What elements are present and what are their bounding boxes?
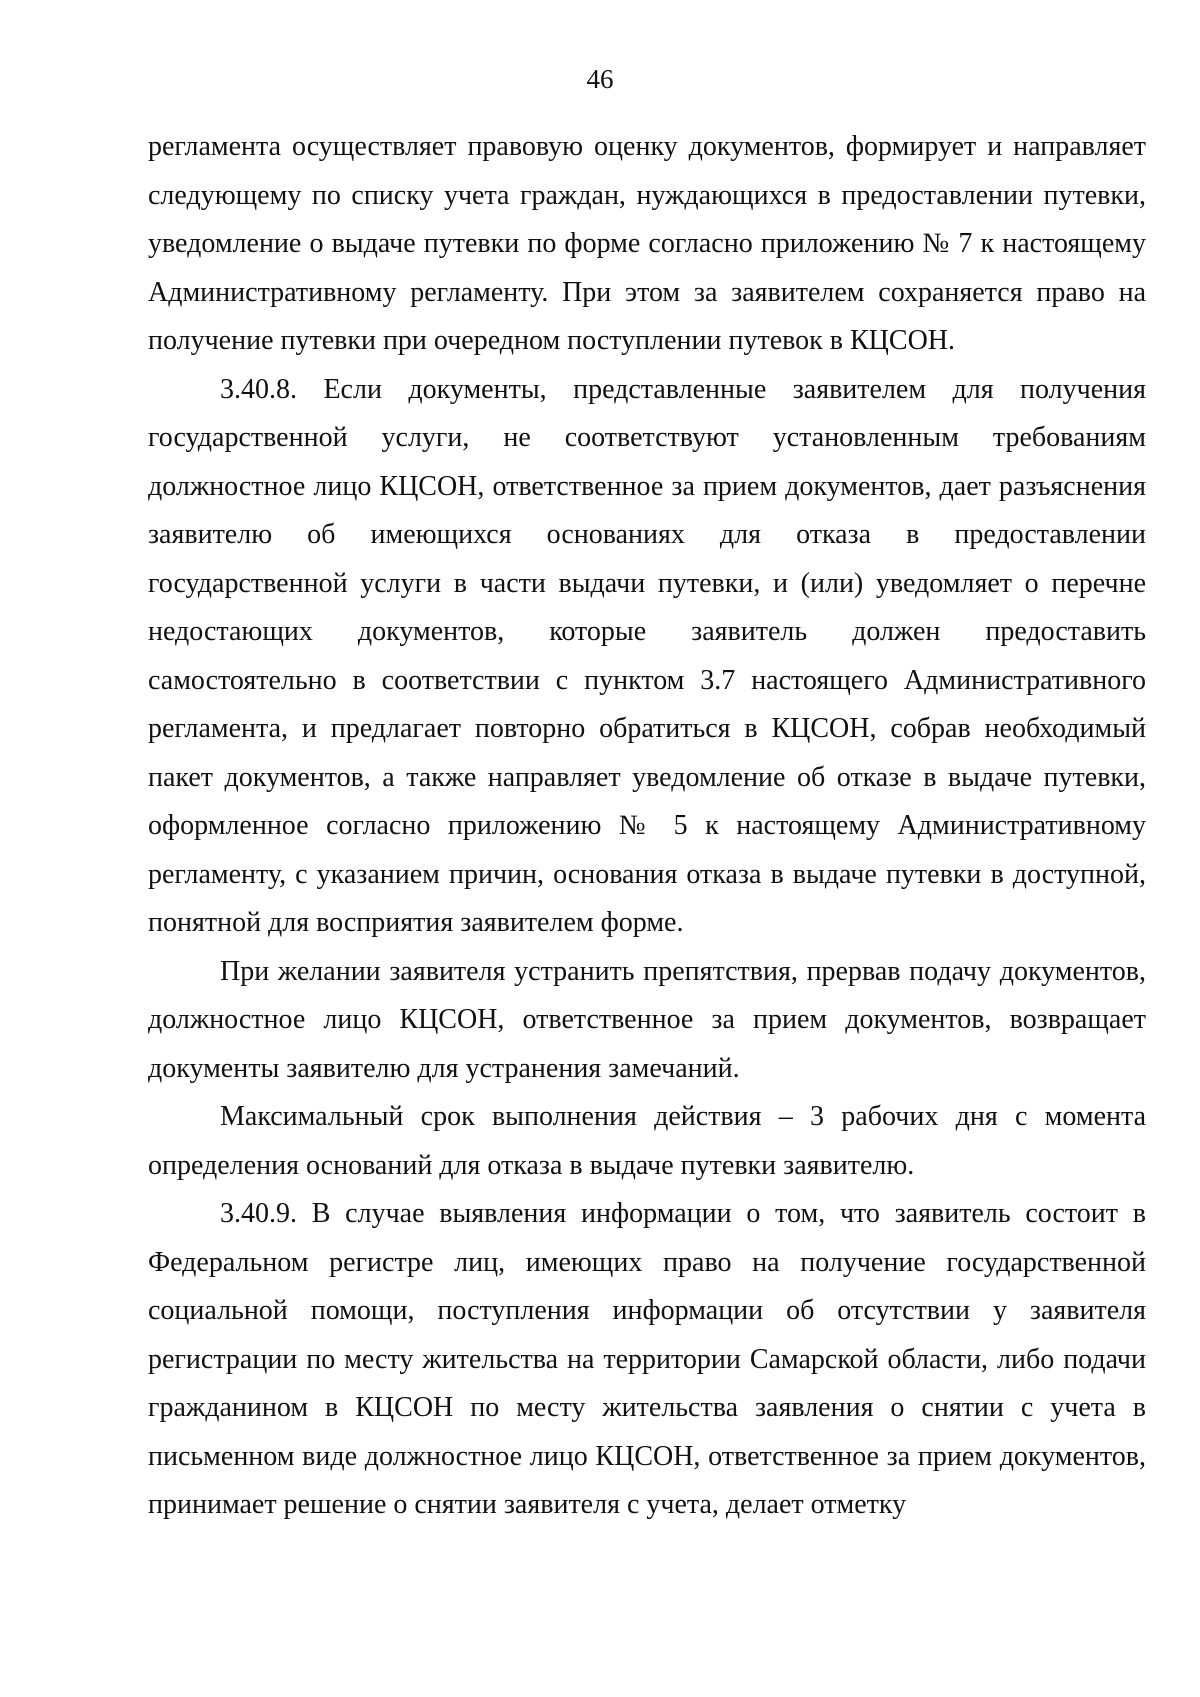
page-number: 46 [586, 64, 614, 94]
paragraph-continuation: регламента осуществляет правовую оценку документов, формирует и направляет следующему по списку учета граждан, нуждающихся в предоставлении путевки, уведомление о выдаче путевки по форме согласно приложению № 7 к настоящему Административному регламенту. При этом за заявителем сохраняется право на получение путевки при очередном поступлении путевок в КЦСОН. [148, 131, 1146, 356]
paragraph-max-term: Максимальный срок выполнения действия – 3 рабочих дня с момента определения оснований для отказа в выдаче путевки заявителю. [148, 1101, 1146, 1181]
paragraph-document-return: При желании заявителя устранить препятствия, прервав подачу документов, должностное лицо КЦСОН, ответственное за прием документов, возвращает документы заявителю для устранения замечаний. [148, 955, 1146, 1084]
document-body [148, 123, 1146, 1530]
paragraph-3-40-8: 3.40.8. Если документы, представленные заявителем для получения государственной услуги, не соответствуют установленным требованиям должностное лицо КЦСОН, ответственное за прием документов, дает разъяснения заявителю об имеющихся основаниях для отказа в предоставлении государственной услуги в части выдачи путевки, и (или) уведомляет о перечне недостающих документов, которые заявитель должен предоставить самостоятельно в соответствии с пунктом 3.7 настоящего Административного регламента, и предлагает повторно обратиться в КЦСОН, собрав необходимый пакет документов, а также направляет уведомление об отказе в выдаче путевки, оформленное согласно приложению № 5 к настоящему Административному регламенту, с указанием причин, основания отказа в выдаче путевки в доступной, понятной для восприятия заявителем форме. [148, 373, 1146, 938]
paragraph-3-40-9: 3.40.9. В случае выявления информации о том, что заявитель состоит в Федеральном регистре лиц, имеющих право на получение государственной социальной помощи, поступления информации об отсутствии у заявителя регистрации по месту жительства на территории Самарской области, либо подачи гражданином в КЦСОН по месту жительства заявления о снятии с учета в письменном виде должностное лицо КЦСОН, ответственное за прием документов, принимает решение о снятии заявителя с учета, делает отметку [148, 1198, 1146, 1520]
